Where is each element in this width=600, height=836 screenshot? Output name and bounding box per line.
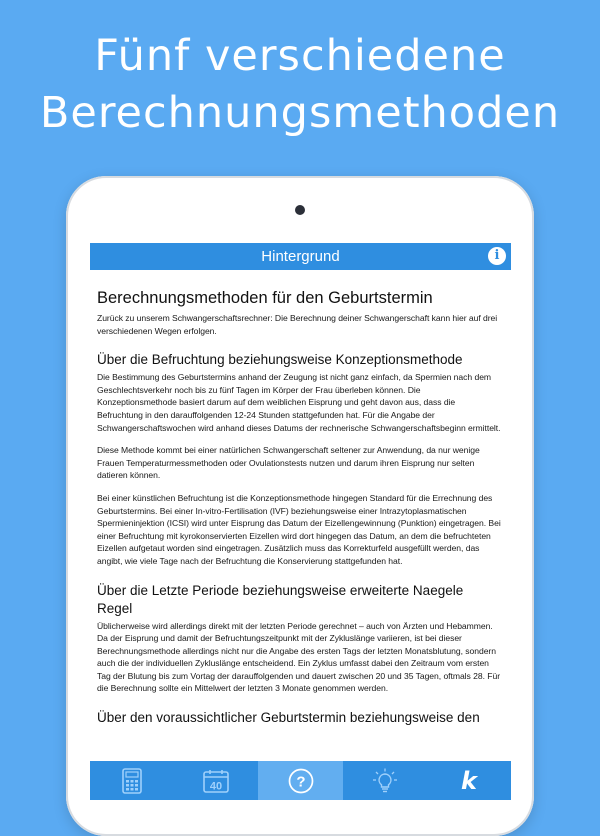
section-heading-due-date: Über den voraussichtlicher Geburtstermin beziehungsweise den (97, 710, 480, 726)
headline-line-1: Fünf verschiedene (94, 31, 506, 81)
calendar-40-icon (203, 769, 229, 793)
title-bar (90, 243, 511, 270)
article-content[interactable] (97, 288, 502, 763)
paragraph: Üblicherweise wird allerdings direkt mit der letzten Periode gerechnet – auch von Ärzten und Hebammen. Da der Eisprung und damit der Befruchtungszeitpunkt mit der Zykluslänge variieren, ist bei dieser Berechnungsmethode allerdings nicht nur die Angabe des ersten Tags der letzten Monatsblutung, sondern auch die der individuellen Zykluslänge entscheidend. Ein Zyklus umfasst dabei den Zeitraum vom ersten Tag der Blutung bis zum Vortag der darauffolgenden und dauert zwischen 20 und 35 Tagen, oftmals 28. Für die Berechnung sollte ein Mittelwert der letzten 3 Monate genommen werden. (97, 620, 501, 694)
paragraph: Bei einer künstlichen Befruchtung ist die Konzeptionsmethode hingegen Standard für die Errechnung des Geburtstermins. Bei einer In-vitro-Fertilisation (IVF) beziehungsweise einer Intrazytoplasmatischen Spermieninjektion (ICSI) wird unter Eisprung das Datum der Eizellengewinnung (Punktion) eingetragen. Bei einer Befruchtung mit kyrokonservierten Eizellen wird dort hingegen das Datum, an dem die befruchteten Eizellen aufgetaut worden sind eingetragen. Zusätzlich muss das Korrekturfeld ausgefüllt werden, das angibt, wie viele Tage nach der Befruchtung die Konservierung stattgefunden hat. (97, 492, 501, 566)
camera-icon (295, 205, 305, 215)
tab-help[interactable] (258, 761, 342, 800)
tab-brand[interactable] (427, 761, 511, 800)
brand-letter: k (460, 767, 477, 794)
app-screen (90, 243, 511, 800)
paragraph: Die Bestimmung des Geburtstermins anhand der Zeugung ist nicht ganz einfach, da Spermien nach dem Geschlechtsverkehr noch bis zu fünf Tagen im Körper der Frau überleben können. Die Konzeptionsmethode basiert darum auf dem weiblichen Eisprung und geht davon aus, dass die Befruchtung in den darauffolgenden 12-24 Stunden stattgefunden hat. Für die Angabe der Schwangerschaftswochen wird anhand dieses Datums der rechnerische Schwangerschaftsbeginn ermittelt. (97, 372, 501, 433)
article-intro (97, 312, 502, 337)
question-icon (288, 768, 314, 794)
calculator-icon (122, 768, 142, 794)
section-heading-conception: Über die Befruchtung beziehungsweise Konzeptionsmethode (97, 352, 463, 368)
kinder-logo-icon (458, 768, 480, 794)
intro-text: : Die Berechnung deiner Schwangerschaft kann hier auf drei verschiedenen Wegen erfolgen. (97, 313, 498, 336)
section-heading-last-period: Über die Letzte Periode beziehungsweise erweiterte Naegele Regel (97, 582, 464, 616)
promo-headline (0, 28, 600, 142)
article-title: Berechnungsmethoden für den Geburtstermin (97, 289, 433, 307)
tab-tips[interactable] (343, 761, 427, 800)
calendar-label: 40 (210, 780, 223, 792)
screen-title: Hintergrund (261, 248, 340, 265)
back-link[interactable]: Zurück zu unserem Schwangerschaftsrechner (97, 313, 271, 323)
info-icon[interactable]: i (488, 247, 506, 265)
svg-text:?: ? (295, 773, 306, 790)
lightbulb-icon (372, 768, 398, 794)
headline-line-2: Berechnungsmethoden (39, 88, 561, 138)
tab-calendar[interactable] (174, 761, 258, 800)
paragraph: Diese Methode kommt bei einer natürlichen Schwangerschaft seltener zur Anwendung, da nur wenige Frauen Temperaturmessmethoden oder Ovulationstests nutzen und darum ihren Eisprung nur selten datieren können. (97, 445, 480, 481)
bottom-tab-bar (90, 761, 511, 800)
tab-calculator[interactable] (90, 761, 174, 800)
